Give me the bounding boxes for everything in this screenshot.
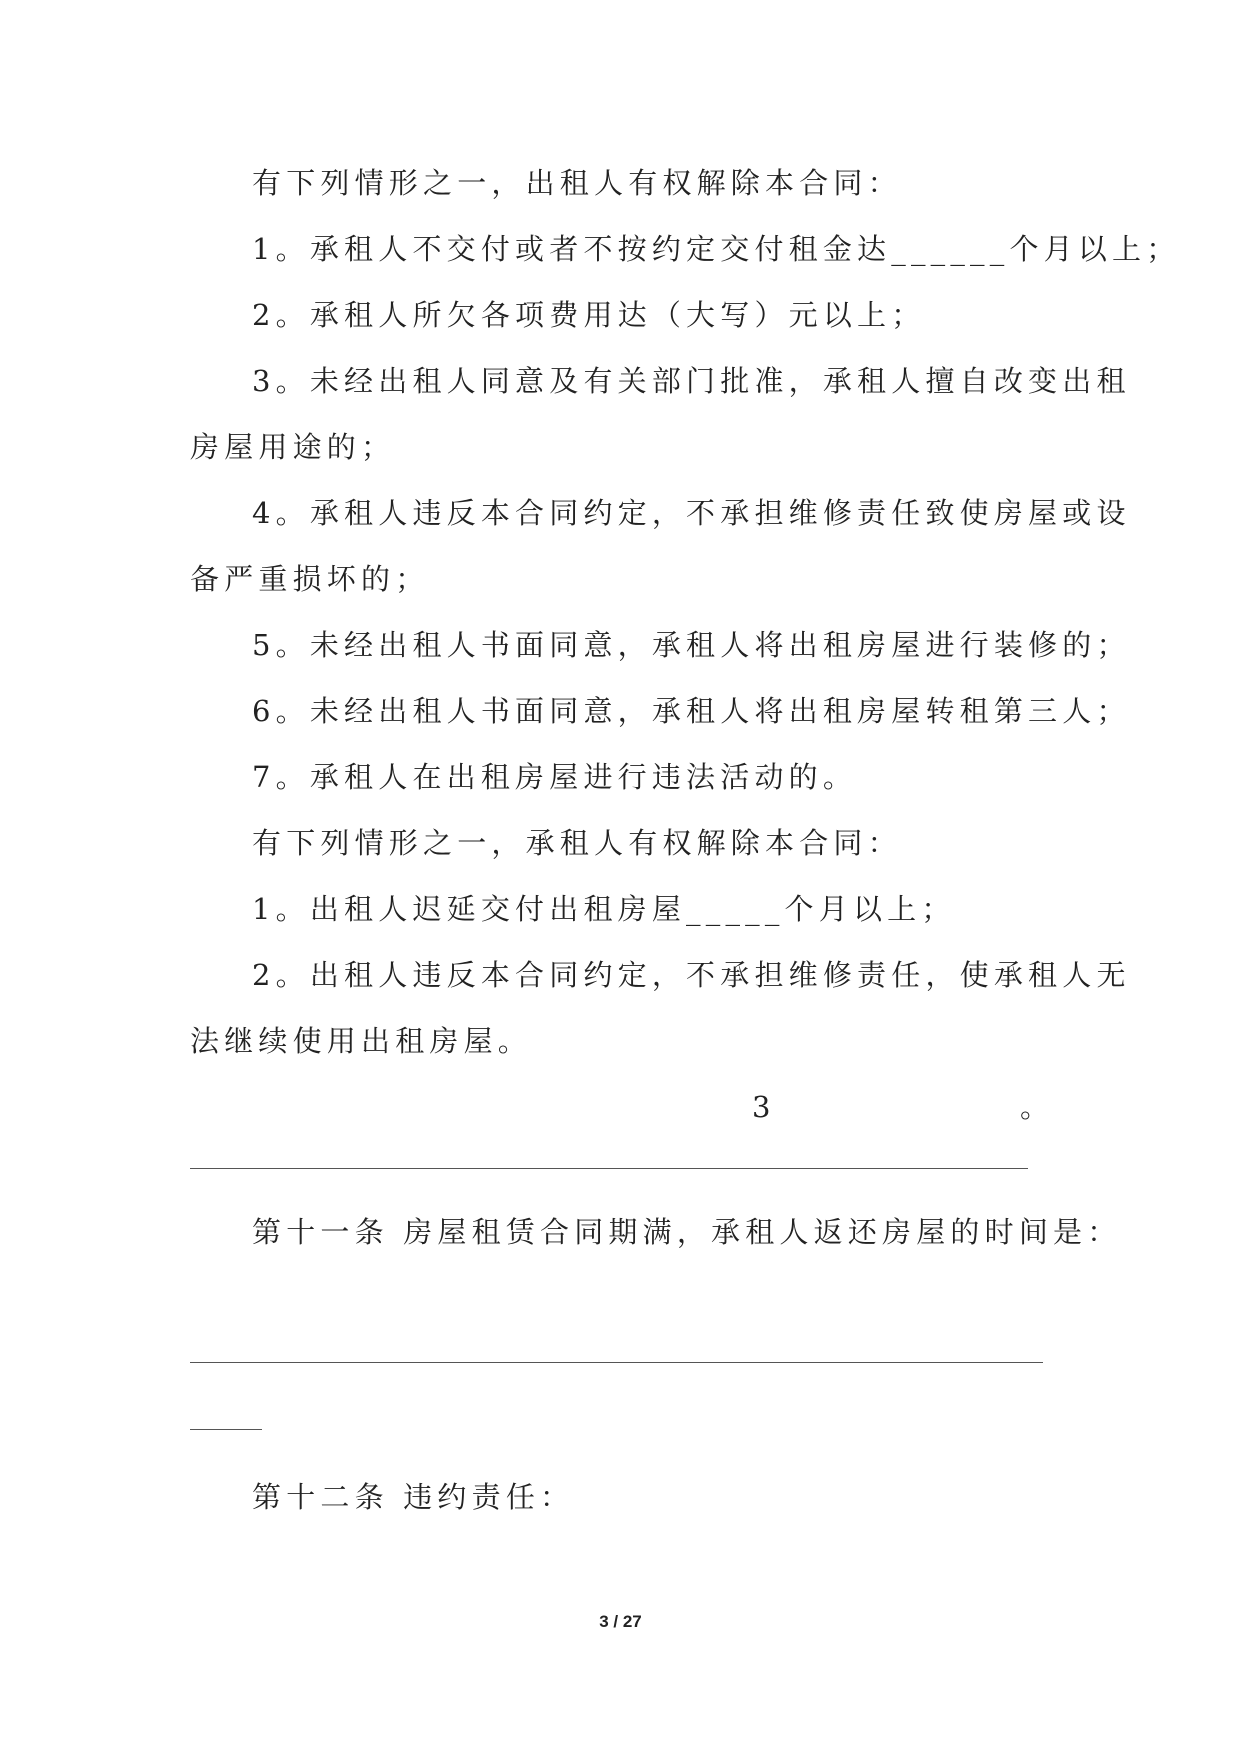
clause-landlord-5: 5。未经出租人书面同意，承租人将出租房屋进行装修的； (252, 628, 1131, 662)
clause-landlord-4: 4。承租人违反本合同约定，不承担维修责任致使房屋或设 (252, 496, 1131, 530)
clause-landlord-3: 3。未经出租人同意及有关部门批准，承租人擅自改变出租 (252, 364, 1131, 398)
paragraph-landlord-termination-intro: 有下列情形之一，出租人有权解除本合同： (252, 166, 902, 200)
stray-number: 3 (752, 1090, 771, 1124)
clause-tenant-2: 2。出租人违反本合同约定，不承担维修责任，使承租人无 (252, 958, 1131, 992)
clause-landlord-6: 6。未经出租人书面同意，承租人将出租房屋转租第三人； (252, 694, 1131, 728)
article-11-heading: 第十一条 房屋租赁合同期满，承租人返还房屋的时间是： (252, 1215, 1122, 1249)
clause-landlord-4-continued: 备严重损坏的； (190, 562, 430, 596)
clause-tenant-1: 1。出租人迟延交付出租房屋_____个月以上； (252, 892, 956, 926)
clause-landlord-2: 2。承租人所欠各项费用达（大写）元以上； (252, 298, 926, 332)
clause-tenant-2-continued: 法继续使用出租房屋。 (190, 1024, 533, 1058)
blank-fill-line (190, 1362, 1043, 1363)
paragraph-tenant-termination-intro: 有下列情形之一，承租人有权解除本合同： (252, 826, 902, 860)
article-12-heading: 第十二条 违约责任： (252, 1480, 575, 1514)
clause-landlord-1: 1。承租人不交付或者不按约定交付租金达______个月以上； (252, 232, 1181, 266)
blank-fill-line-short (190, 1429, 262, 1430)
blank-fill-line (190, 1168, 1028, 1169)
page-indicator: 3 / 27 (599, 1612, 642, 1631)
clause-landlord-3-continued: 房屋用途的； (190, 430, 396, 464)
clause-landlord-7: 7。承租人在出租房屋进行违法活动的。 (252, 760, 858, 794)
stray-mark: 。 (1020, 1090, 1050, 1124)
